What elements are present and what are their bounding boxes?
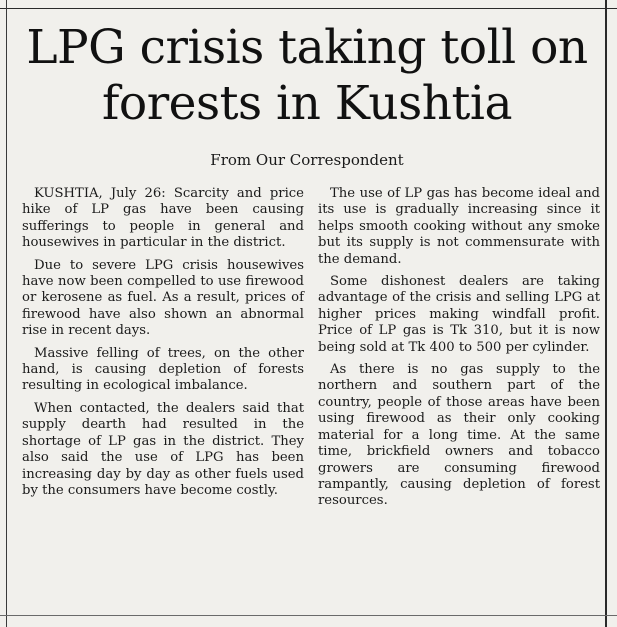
right-column (318, 186, 600, 516)
paragraph: Massive felling of trees, on the other hand, is causing depletion of forests resulting in ecological imbalance. (22, 345, 304, 394)
paragraph: KUSHTIA, July 26: Scarcity and price hike of LP gas have been causing sufferings to people in general and housewives in particular in the district. (22, 186, 304, 251)
paragraph: The use of LP gas has become ideal and its use is gradually increasing since it helps smooth cooking without any smoke but its supply is not commensurate with the demand. (318, 186, 600, 267)
bottom-rule (0, 615, 617, 616)
paragraph: Some dishonest dealers are taking advantage of the crisis and selling LPG at higher prices making windfall profit. Price of LP gas is Tk 310, but it is now being sold at Tk 400 to 500 per cylinder. (318, 274, 600, 355)
paragraph: As there is no gas supply to the northern and southern part of the country, people of those areas have been using firewood as their only cooking material for a long time. At the same time, brickfield owners and tobacco growers are consuming firewood rampantly, causing depletion of forest resources. (318, 362, 600, 509)
top-rule (0, 8, 617, 9)
headline: LPG crisis taking toll on forests in Kushtia (26, 20, 588, 131)
paragraph: When contacted, the dealers said that supply dearth had resulted in the shortage of LP gas in the district. They also said the use of LPG has been increasing day by day as other fuels used by the consumers have become costly. (22, 400, 304, 498)
paragraph: Due to severe LPG crisis housewives have now been compelled to use firewood or kerosene as fuel. As a result, prices of firewood have also shown an abnormal rise in recent days. (22, 257, 304, 339)
left-column (22, 186, 304, 505)
byline: From Our Correspondent (210, 151, 404, 169)
left-rule (6, 0, 7, 627)
right-rule (605, 0, 607, 627)
